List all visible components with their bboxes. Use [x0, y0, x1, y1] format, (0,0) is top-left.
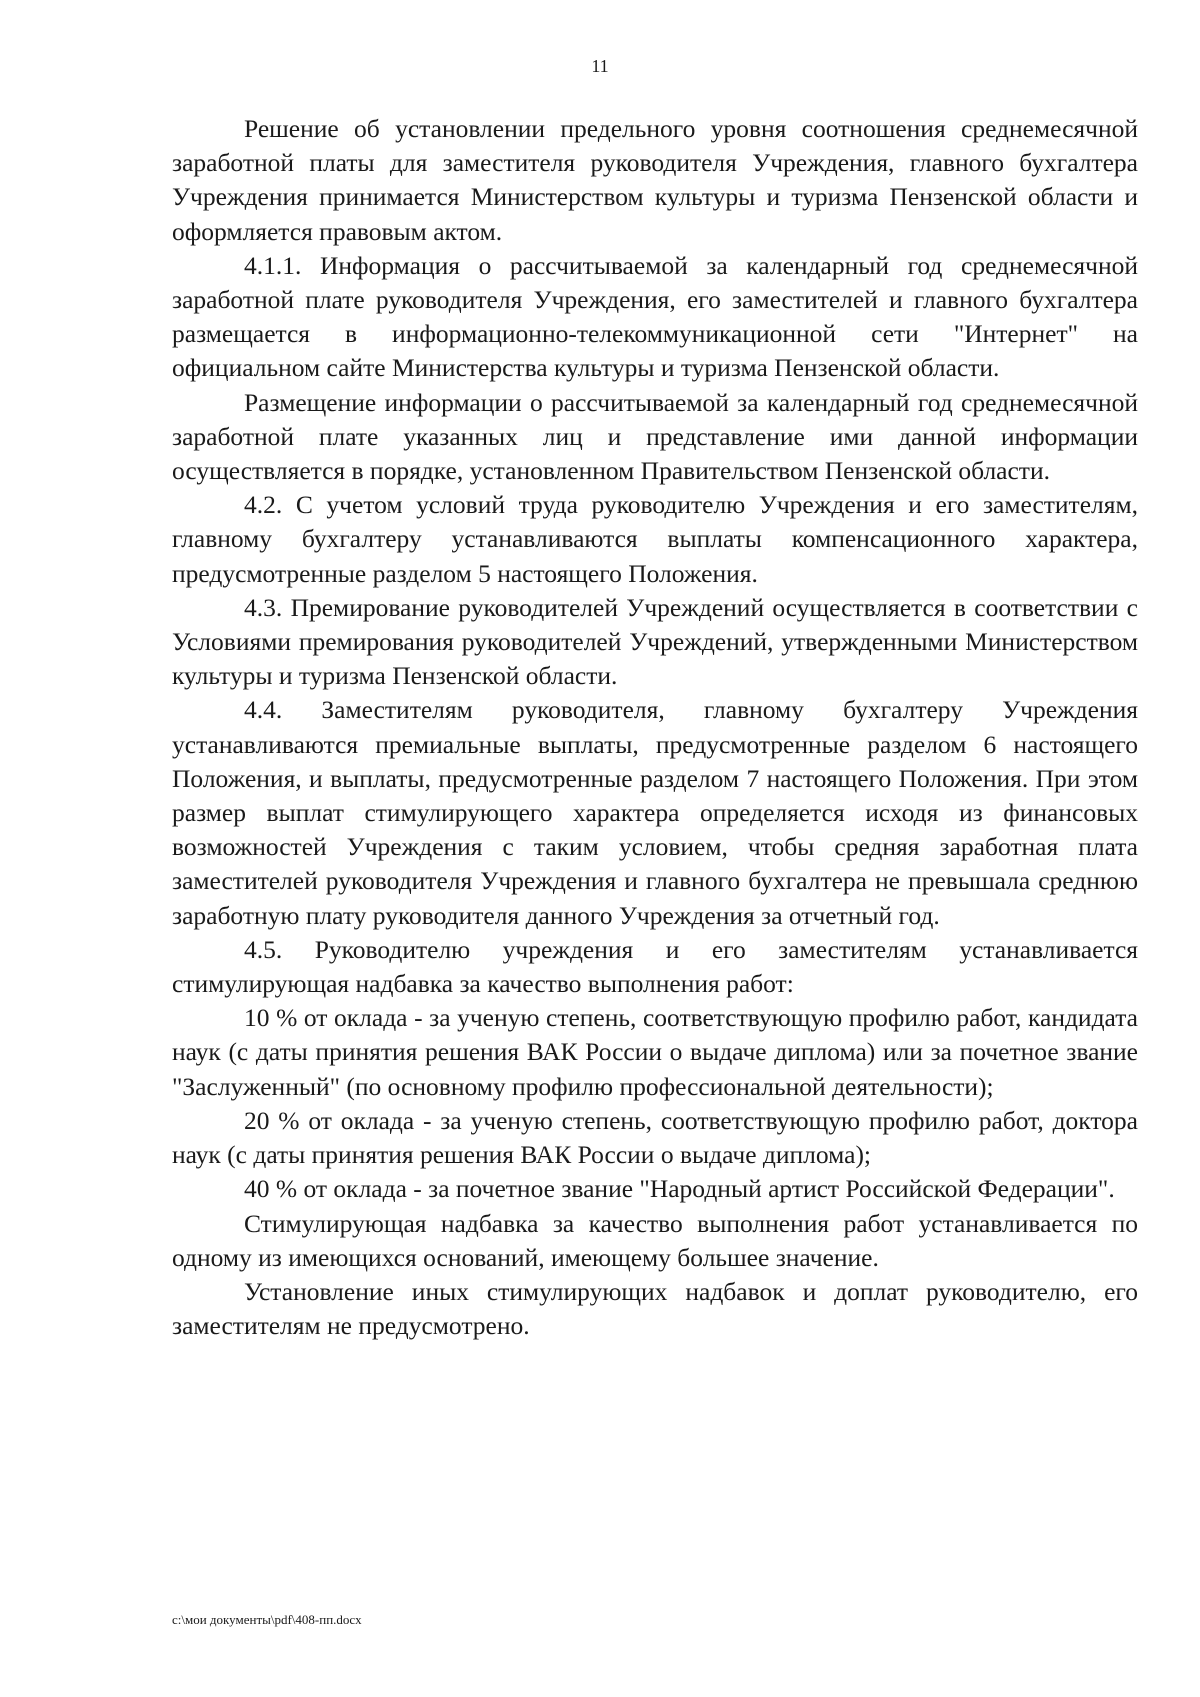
paragraph-4-2: 4.2. С учетом условий труда руководителю Учреждения и его заместителям, главному бухгалтеру устанавливаются выплаты компенсационного характера, предусмотренные разделом 5 настоящего Положения.: [172, 490, 1138, 588]
paragraph-20-percent: 20 % от оклада - за ученую степень, соответствующую профилю работ, доктора наук (с даты принятия решения ВАК России о выдаче диплома);: [172, 1105, 1138, 1170]
paragraph-4-1-1: 4.1.1. Информация о рассчитываемой за календарный год среднемесячной заработной плате руководителя Учреждения, его заместителей и главного бухгалтера размещается в информационно-телекоммуникационной сети "Интернет" на официальном сайте Министерства культуры и туризма Пензенской области.: [172, 250, 1138, 383]
paragraph-info-placement: Размещение информации о рассчитываемой за календарный год среднемесячной заработной плате указанных лиц и представление ими данной информации осуществляется в порядке, установленном Правительством Пензенской области.: [172, 387, 1138, 486]
paragraph-no-other-bonuses: Установление иных стимулирующих надбавок и доплат руководителю, его заместителям не предусмотрено.: [172, 1276, 1138, 1341]
footer-file-path: c:\мои документы\pdf\408-пп.docx: [172, 1612, 362, 1627]
paragraph-salary-ratio-decision: Решение об установлении предельного уровня соотношения среднемесячной заработной платы для заместителя руководителя Учреждения, главного бухгалтера Учреждения принимается Министерством культуры и туризма Пензенской области и оформляется правовым актом.: [172, 114, 1138, 246]
paragraph-4-5: 4.5. Руководителю учреждения и его заместителям устанавливается стимулирующая надбавка за качество выполнения работ:: [172, 934, 1138, 999]
paragraph-40-percent: 40 % от оклада - за почетное звание "Народный артист Российской Федерации".: [244, 1174, 1115, 1204]
paragraph-4-3: 4.3. Премирование руководителей Учреждений осуществляется в соответствии с Условиями премирования руководителей Учреждений, утвержденными Министерством культуры и туризма Пензенской области.: [172, 592, 1138, 691]
paragraph-4-4: 4.4. Заместителям руководителя, главному бухгалтеру Учреждения устанавливаются премиальные выплаты, предусмотренные разделом 6 настоящего Положения, и выплаты, предусмотренные разделом 7 настоящего Положения. При этом размер выплат стимулирующего характера определяется исходя из финансовых возможностей Учреждения с таким условием, чтобы средняя заработная плата заместителей руководителя Учреждения и главного бухгалтера не превышала среднюю заработную плату руководителя данного Учреждения за отчетный год.: [172, 695, 1138, 930]
paragraph-10-percent: 10 % от оклада - за ученую степень, соответствующую профилю работ, кандидата наук (с даты принятия решения ВАК России о выдаче диплома) или за почетное звание "Заслуженный" (по основному профилю профессиональной деятельности);: [172, 1003, 1138, 1101]
paragraph-bonus-basis: Стимулирующая надбавка за качество выполнения работ устанавливается по одному из имеющихся оснований, имеющему большее значение.: [172, 1208, 1138, 1272]
document-body: [172, 112, 1138, 1343]
page-number: 11: [591, 56, 609, 76]
